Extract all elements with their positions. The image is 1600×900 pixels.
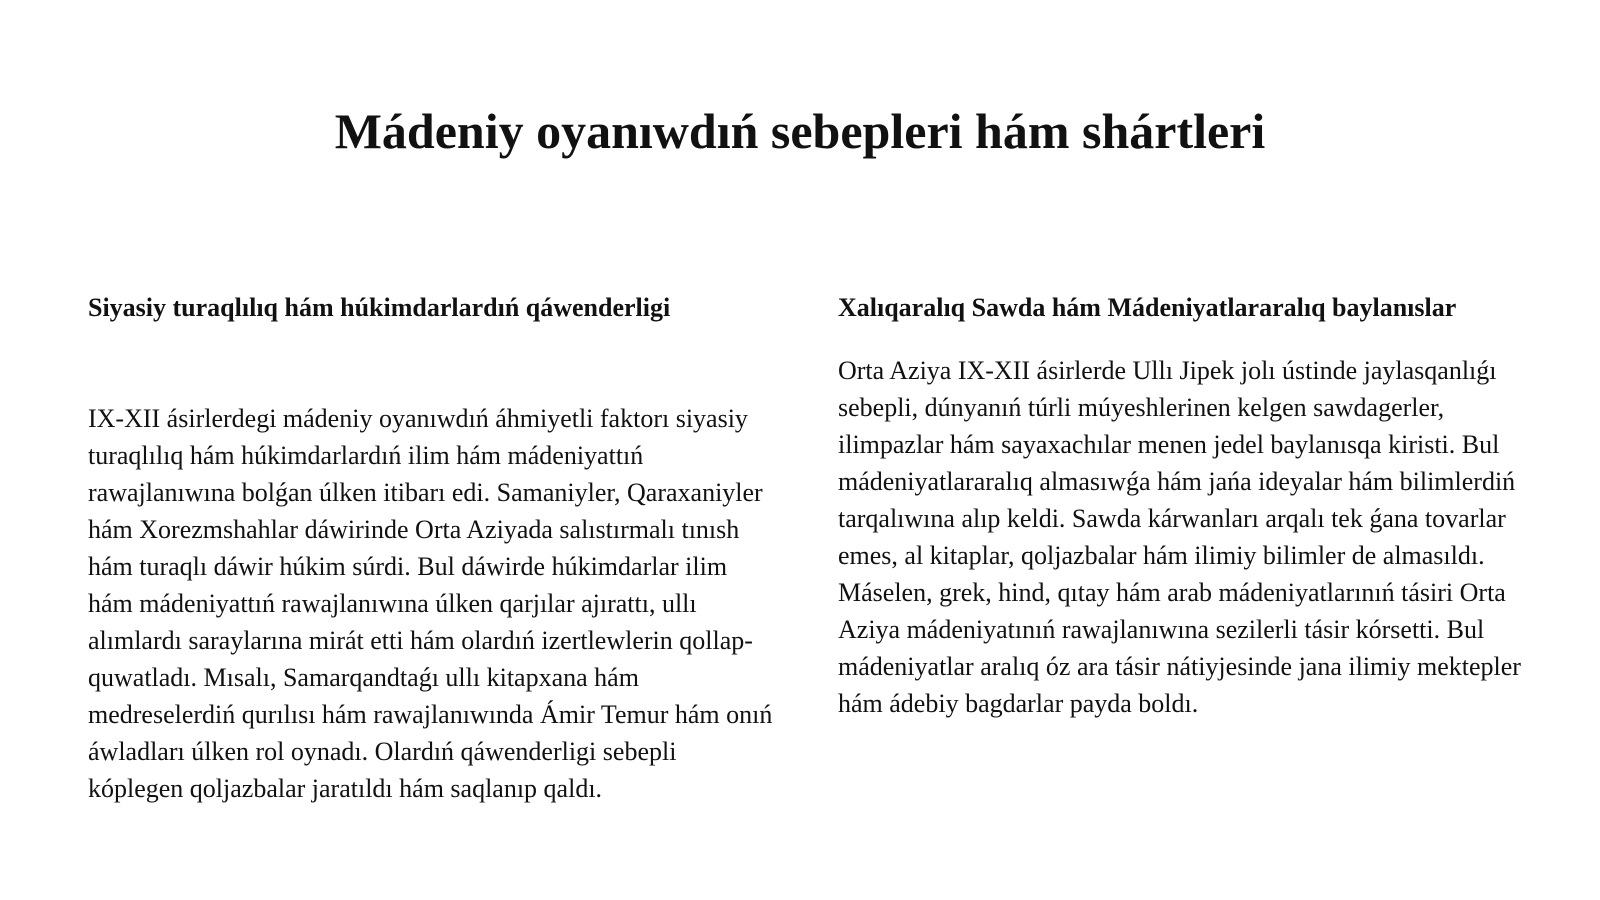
- right-column: [838, 290, 1528, 722]
- left-column: [88, 290, 778, 807]
- right-column-body: Orta Aziya IX-XII ásirlerde Ullı Jipek jolı ústinde jaylasqanlıǵı sebepli, dúnyanıń túrli múyeshlerinen kelgen sawdagerler, ilimpazlar hám sayaxachılar menen jedel baylanısqa kiristi. Bul mádeniyatlararalıq almasıwǵa hám jańa ideyalar hám bilimlerdiń tarqalıwına alıp keldi. Sawda kárwanları arqalı tek ǵana tovarlar emes, al kitaplar, qoljazbalar hám ilimiy bilimler de almasıldı. Máselen, grek, hind, qıtay hám arab mádeniyatlarınıń tásiri Orta Aziya mádeniyatınıń rawajlanıwına sezilerli tásir kórsetti. Bul mádeniyatlar aralıq óz ara tásir nátiyjesinde jana ilimiy mektepler hám ádebiy bagdarlar payda boldı.: [838, 356, 1521, 718]
- right-column-heading: Xalıqaralıq Sawda hám Mádeniyatlararalıq baylanıslar: [838, 293, 1457, 322]
- slide-title: Mádeniy oyanıwdıń sebepleri hám shártleri: [334, 103, 1266, 159]
- left-column-heading: Siyasiy turaqlılıq hám húkimdarlardıń qáwenderligi: [88, 293, 671, 322]
- left-column-body: IX-XII ásirlerdegi mádeniy oyanıwdıń áhmiyetli faktorı siyasiy turaqlılıq hám húkimdarlardıń ilim hám mádeniyattıń rawajlanıwına bolǵan úlken itibarı edi. Samaniyler, Qaraxaniyler hám Xorezmshahlar dáwirinde Orta Aziyada salıstırmalı tınısh hám turaqlı dáwir húkim súrdi. Bul dáwirde húkimdarlar ilim hám mádeniyattıń rawajlanıwına úlken qarjılar ajırattı, ullı alımlardı saraylarına mirát etti hám olardıń izertlewlerin qollap-quwatladı. Mısalı, Samarqandtaǵı ullı kitapxana hám medreselerdiń qurılısı hám rawajlanıwında Ámir Temur hám onıń áwladları úlken rol oynadı. Olardıń qáwenderligi sebepli kóplegen qoljazbalar jaratıldı hám saqlanıp qaldı.: [88, 404, 773, 803]
